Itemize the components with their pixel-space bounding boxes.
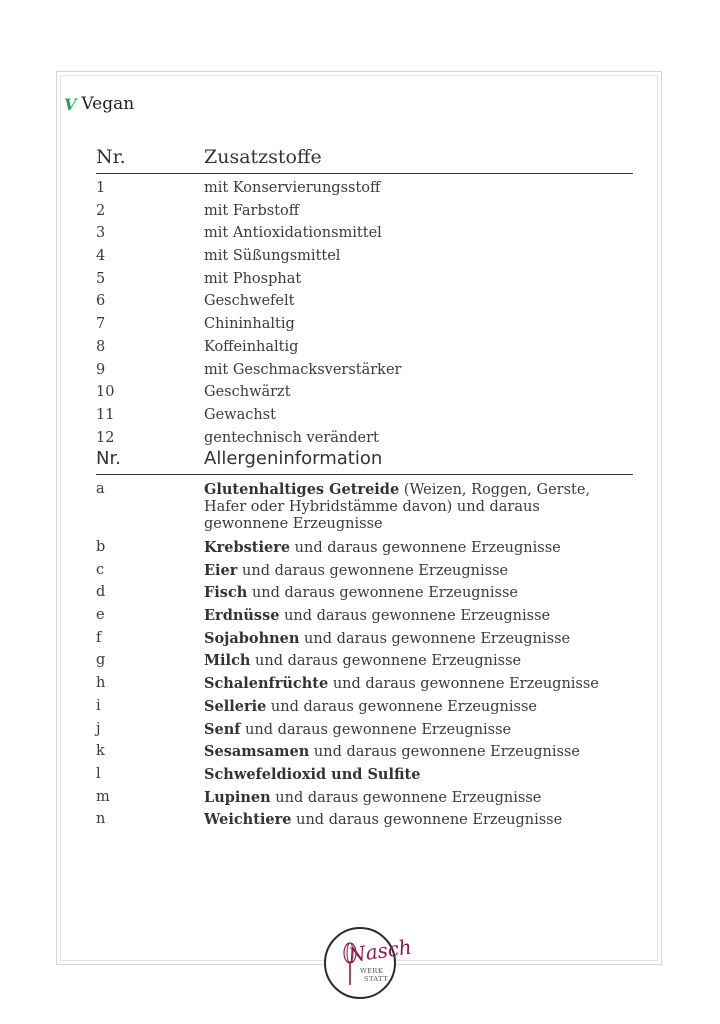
additives-section bbox=[96, 143, 633, 452]
additive-text: Chininhaltig bbox=[204, 316, 295, 333]
additive-row bbox=[96, 180, 633, 203]
allergen-name: Krebstiere bbox=[204, 539, 291, 556]
allergen-row bbox=[96, 721, 633, 744]
naschwerkstatt-logo bbox=[324, 927, 414, 999]
logo-wordmark-werk: WERK bbox=[360, 967, 384, 975]
allergen-description: und daraus gewonnene Erzeugnisse bbox=[290, 540, 561, 556]
additive-nr: 3 bbox=[96, 225, 106, 242]
allergen-nr: d bbox=[96, 584, 106, 601]
allergen-row bbox=[96, 811, 633, 834]
allergen-text bbox=[204, 698, 624, 716]
allergen-nr: b bbox=[96, 539, 106, 555]
allergen-nr: g bbox=[96, 652, 106, 669]
allergen-row bbox=[96, 607, 633, 630]
allergen-description: und daraus gewonnene Erzeugnisse bbox=[279, 608, 551, 625]
allergen-nr: l bbox=[96, 765, 101, 782]
allergen-name: Weichtiere bbox=[204, 811, 292, 829]
allergen-nr: j bbox=[96, 720, 101, 737]
additive-text: mit Konservierungsstoff bbox=[204, 180, 381, 196]
allergen-name: Schalenfrüchte bbox=[204, 675, 329, 693]
additive-nr: 6 bbox=[96, 293, 106, 310]
logo-wordmark-statt: STATT bbox=[364, 975, 389, 983]
additive-row bbox=[96, 271, 633, 294]
additive-text: mit Phosphat bbox=[204, 270, 302, 287]
allergen-name: Lupinen bbox=[204, 788, 271, 806]
allergen-name: Sellerie bbox=[204, 697, 267, 715]
vegan-icon: V bbox=[64, 94, 76, 114]
allergen-text bbox=[204, 789, 624, 807]
allergen-description: und daraus gewonnene Erzeugnisse bbox=[250, 653, 522, 670]
allergen-text bbox=[204, 562, 624, 580]
allergen-name: Sesamsamen bbox=[204, 743, 310, 761]
additive-row bbox=[96, 384, 633, 407]
allergen-text bbox=[204, 630, 624, 648]
logo-wordmark-nasch: Nasch bbox=[346, 934, 414, 968]
additive-nr: 1 bbox=[96, 180, 106, 196]
allergen-row bbox=[96, 675, 633, 698]
allergen-name: Glutenhaltiges Getreide bbox=[204, 481, 400, 498]
allergen-description: (Weizen, Roggen, Gerste, Hafer oder Hybridstämme davon) und daraus gewonnene Erzeugnisse bbox=[204, 482, 591, 532]
additive-nr: 8 bbox=[96, 338, 106, 355]
allergen-name: Schwefeldioxid und Sulfite bbox=[204, 765, 421, 783]
additive-text: Geschwärzt bbox=[204, 384, 291, 401]
allergen-row bbox=[96, 789, 633, 812]
allergen-nr: f bbox=[96, 629, 102, 646]
allergen-text bbox=[204, 811, 624, 829]
allergen-description: und daraus gewonnene Erzeugnisse bbox=[270, 789, 542, 806]
allergens-header-nr: Nr. bbox=[96, 448, 121, 469]
additive-text: mit Farbstoff bbox=[204, 202, 300, 219]
allergen-name: Erdnüsse bbox=[204, 607, 280, 625]
allergen-text bbox=[204, 539, 624, 557]
additive-text: Gewachst bbox=[204, 406, 276, 423]
vegan-label: Vegan bbox=[81, 94, 135, 114]
allergen-row bbox=[96, 652, 633, 675]
allergen-row bbox=[96, 539, 633, 562]
additive-nr: 12 bbox=[96, 429, 115, 446]
additive-row bbox=[96, 293, 633, 316]
additive-text: mit Süßungsmittel bbox=[204, 248, 341, 265]
additive-nr: 5 bbox=[96, 270, 106, 287]
allergens-header-title: Allergeninformation bbox=[204, 448, 383, 469]
allergen-name: Eier bbox=[204, 561, 238, 579]
allergen-description: und daraus gewonnene Erzeugnisse bbox=[247, 585, 519, 602]
allergens-section bbox=[96, 444, 633, 834]
additive-nr: 2 bbox=[96, 202, 106, 219]
allergen-name: Sojabohnen bbox=[204, 629, 300, 647]
additive-row bbox=[96, 316, 633, 339]
allergens-list bbox=[96, 475, 633, 834]
additive-row bbox=[96, 248, 633, 271]
additive-row bbox=[96, 225, 633, 248]
allergen-description: und daraus gewonnene Erzeugnisse bbox=[299, 630, 571, 647]
allergen-text bbox=[204, 766, 624, 784]
allergen-nr: i bbox=[96, 697, 101, 714]
allergen-text bbox=[204, 607, 624, 625]
allergen-text bbox=[204, 652, 624, 670]
additive-row bbox=[96, 362, 633, 385]
allergen-description: und daraus gewonnene Erzeugnisse bbox=[328, 676, 599, 693]
additives-header bbox=[96, 143, 633, 174]
allergen-row bbox=[96, 743, 633, 766]
allergen-nr: m bbox=[96, 788, 110, 805]
additive-text: Koffeinhaltig bbox=[204, 338, 299, 355]
additive-nr: 10 bbox=[96, 384, 115, 401]
additives-list bbox=[96, 174, 633, 452]
allergen-row bbox=[96, 698, 633, 721]
allergen-nr: h bbox=[96, 675, 106, 692]
additive-row bbox=[96, 203, 633, 226]
additive-nr: 4 bbox=[96, 248, 106, 265]
allergen-nr: c bbox=[96, 561, 105, 578]
allergens-header bbox=[96, 444, 633, 475]
allergen-text bbox=[204, 743, 624, 761]
vegan-legend bbox=[64, 94, 134, 114]
allergen-nr: e bbox=[96, 607, 105, 624]
additive-text: mit Geschmacksverstärker bbox=[204, 361, 402, 378]
allergen-name: Milch bbox=[204, 652, 251, 670]
allergen-description: und daraus gewonnene Erzeugnisse bbox=[237, 562, 509, 579]
allergen-description: und daraus gewonnene Erzeugnisse bbox=[266, 698, 537, 715]
allergen-row bbox=[96, 481, 633, 539]
allergen-row bbox=[96, 630, 633, 653]
additive-nr: 9 bbox=[96, 361, 106, 378]
additive-text: Geschwefelt bbox=[204, 293, 295, 310]
allergen-name: Senf bbox=[204, 720, 241, 738]
allergen-row bbox=[96, 766, 633, 789]
additives-header-title: Zusatzstoffe bbox=[204, 146, 322, 168]
allergen-nr: n bbox=[96, 811, 106, 828]
allergen-row bbox=[96, 562, 633, 585]
additives-header-nr: Nr. bbox=[96, 146, 126, 168]
additive-text: gentechnisch verändert bbox=[204, 429, 379, 446]
allergen-text bbox=[204, 584, 624, 602]
allergen-row bbox=[96, 584, 633, 607]
allergen-text bbox=[204, 675, 624, 693]
allergen-name: Fisch bbox=[204, 584, 248, 602]
allergen-text bbox=[204, 481, 624, 533]
allergen-text bbox=[204, 721, 624, 739]
additive-nr: 7 bbox=[96, 316, 106, 333]
allergen-nr: k bbox=[96, 743, 105, 760]
additive-row bbox=[96, 339, 633, 362]
allergen-nr: a bbox=[96, 481, 105, 497]
allergen-description: und daraus gewonnene Erzeugnisse bbox=[291, 812, 563, 829]
additive-text: mit Antioxidationsmittel bbox=[204, 225, 382, 242]
additive-row bbox=[96, 407, 633, 430]
allergen-description: und daraus gewonnene Erzeugnisse bbox=[240, 721, 512, 738]
additive-nr: 11 bbox=[96, 406, 115, 423]
allergen-description: und daraus gewonnene Erzeugnisse bbox=[309, 744, 580, 761]
